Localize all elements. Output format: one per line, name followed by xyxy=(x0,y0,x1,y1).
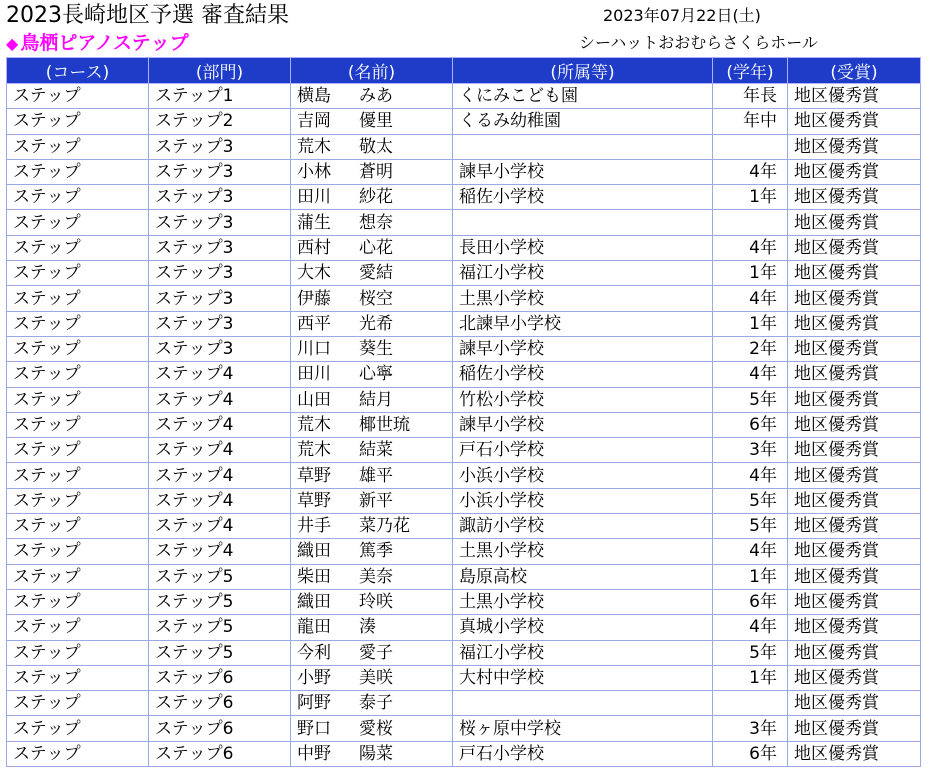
page-title: 2023長崎地区予選 審査結果 xyxy=(6,3,289,28)
affiliation-cell: 稲佐小学校 xyxy=(453,185,713,210)
given-name: 玲咲 xyxy=(359,592,393,613)
award-cell: 地区優秀賞 xyxy=(788,691,921,716)
given-name: 紗花 xyxy=(359,187,393,208)
course-cell: ステップ xyxy=(7,716,149,741)
grade-cell: 4年 xyxy=(713,362,788,387)
given-name: 陽菜 xyxy=(359,743,393,764)
award-cell: 地区優秀賞 xyxy=(788,716,921,741)
award-cell: 地区優秀賞 xyxy=(788,159,921,184)
award-cell: 地区優秀賞 xyxy=(788,336,921,361)
affiliation-cell: 土黒小学校 xyxy=(453,286,713,311)
name-cell xyxy=(291,185,453,210)
name-cell xyxy=(291,691,453,716)
course-cell: ステップ xyxy=(7,463,149,488)
name-cell xyxy=(291,716,453,741)
table-row xyxy=(7,514,921,539)
event-venue: シーハットおおむらさくらホール xyxy=(579,33,818,52)
surname: 中野 xyxy=(297,743,331,764)
surname: 小林 xyxy=(297,162,331,183)
affiliation-cell: 竹松小学校 xyxy=(453,387,713,412)
given-name: 椰世琉 xyxy=(359,415,410,435)
table-row xyxy=(7,362,921,387)
grade-cell: 年中 xyxy=(713,109,788,134)
course-cell: ステップ xyxy=(7,84,149,109)
table-header-row xyxy=(7,58,921,84)
table-row xyxy=(7,665,921,690)
course-cell: ステップ xyxy=(7,741,149,766)
award-cell: 地区優秀賞 xyxy=(788,286,921,311)
division-cell: ステップ4 xyxy=(149,438,291,463)
given-name: 菜乃花 xyxy=(359,516,410,537)
course-cell: ステップ xyxy=(7,665,149,690)
table-row xyxy=(7,716,921,741)
surname: 井手 xyxy=(297,516,331,537)
award-cell: 地区優秀賞 xyxy=(788,589,921,614)
grade-cell xyxy=(713,210,788,235)
division-cell: ステップ4 xyxy=(149,387,291,412)
name-cell xyxy=(291,438,453,463)
grade-cell: 1年 xyxy=(713,665,788,690)
grade-cell: 4年 xyxy=(713,615,788,640)
table-row xyxy=(7,134,921,159)
grade-cell: 4年 xyxy=(713,463,788,488)
affiliation-cell: 諫早小学校 xyxy=(453,159,713,184)
award-cell: 地区優秀賞 xyxy=(788,185,921,210)
award-cell: 地区優秀賞 xyxy=(788,665,921,690)
affiliation-cell: 福江小学校 xyxy=(453,640,713,665)
division-cell: ステップ6 xyxy=(149,716,291,741)
table-row xyxy=(7,463,921,488)
given-name: 美咲 xyxy=(359,667,393,688)
name-cell xyxy=(291,311,453,336)
surname: 今利 xyxy=(297,642,331,663)
grade-cell: 6年 xyxy=(713,741,788,766)
division-cell: ステップ3 xyxy=(149,185,291,210)
table-row xyxy=(7,159,921,184)
course-cell: ステップ xyxy=(7,362,149,387)
award-cell: 地区優秀賞 xyxy=(788,210,921,235)
course-cell: ステップ xyxy=(7,159,149,184)
division-cell: ステップ6 xyxy=(149,665,291,690)
surname: 阿野 xyxy=(297,693,331,714)
table-row xyxy=(7,412,921,437)
affiliation-cell: 大村中学校 xyxy=(453,665,713,690)
table-row xyxy=(7,438,921,463)
division-cell: ステップ3 xyxy=(149,311,291,336)
subtitle-text: 鳥栖ピアノステップ xyxy=(20,32,189,54)
name-cell xyxy=(291,640,453,665)
given-name: 桜空 xyxy=(359,288,393,309)
affiliation-cell: 小浜小学校 xyxy=(453,488,713,513)
award-cell: 地区優秀賞 xyxy=(788,134,921,159)
table-row xyxy=(7,539,921,564)
course-cell: ステップ xyxy=(7,589,149,614)
grade-cell xyxy=(713,691,788,716)
affiliation-cell: 小浜小学校 xyxy=(453,463,713,488)
award-cell: 地区優秀賞 xyxy=(788,564,921,589)
award-cell: 地区優秀賞 xyxy=(788,387,921,412)
course-cell: ステップ xyxy=(7,488,149,513)
name-cell xyxy=(291,336,453,361)
name-cell xyxy=(291,741,453,766)
course-cell: ステップ xyxy=(7,640,149,665)
given-name: 雄平 xyxy=(359,465,393,486)
given-name: 心寧 xyxy=(359,364,393,385)
grade-cell: 3年 xyxy=(713,438,788,463)
table-row xyxy=(7,311,921,336)
given-name: 結菜 xyxy=(359,440,393,461)
division-cell: ステップ5 xyxy=(149,589,291,614)
name-cell xyxy=(291,539,453,564)
given-name: 篤季 xyxy=(359,541,393,562)
table-row xyxy=(7,286,921,311)
table-row xyxy=(7,615,921,640)
course-cell: ステップ xyxy=(7,539,149,564)
award-cell: 地区優秀賞 xyxy=(788,84,921,109)
surname: 荒木 xyxy=(297,136,331,157)
surname: 龍田 xyxy=(297,617,331,638)
grade-cell: 1年 xyxy=(713,311,788,336)
award-cell: 地区優秀賞 xyxy=(788,514,921,539)
affiliation-cell: 福江小学校 xyxy=(453,261,713,286)
name-cell xyxy=(291,615,453,640)
grade-cell: 6年 xyxy=(713,589,788,614)
given-name: 心花 xyxy=(359,237,393,258)
table-row xyxy=(7,691,921,716)
name-cell xyxy=(291,665,453,690)
division-cell: ステップ3 xyxy=(149,235,291,260)
name-cell xyxy=(291,109,453,134)
affiliation-cell xyxy=(453,210,713,235)
given-name: 光希 xyxy=(359,313,393,334)
division-cell: ステップ3 xyxy=(149,286,291,311)
division-cell: ステップ4 xyxy=(149,412,291,437)
name-cell xyxy=(291,387,453,412)
affiliation-cell: 島原高校 xyxy=(453,564,713,589)
affiliation-cell: 桜ヶ原中学校 xyxy=(453,716,713,741)
division-cell: ステップ5 xyxy=(149,564,291,589)
name-cell xyxy=(291,564,453,589)
name-cell xyxy=(291,235,453,260)
surname: 荒木 xyxy=(297,415,331,435)
given-name: 優里 xyxy=(359,111,393,132)
course-cell: ステップ xyxy=(7,134,149,159)
affiliation-cell: 諫早小学校 xyxy=(453,412,713,437)
affiliation-cell: 戸石小学校 xyxy=(453,741,713,766)
award-cell: 地区優秀賞 xyxy=(788,235,921,260)
grade-cell: 5年 xyxy=(713,640,788,665)
surname: 西平 xyxy=(297,313,331,334)
division-cell: ステップ6 xyxy=(149,691,291,716)
column-header-grade: (学年) xyxy=(713,58,788,84)
course-cell: ステップ xyxy=(7,691,149,716)
course-cell: ステップ xyxy=(7,564,149,589)
given-name: 蒼明 xyxy=(359,162,393,183)
division-cell: ステップ3 xyxy=(149,261,291,286)
surname: 西村 xyxy=(297,237,331,258)
column-header-name: (名前) xyxy=(291,58,453,84)
course-cell: ステップ xyxy=(7,210,149,235)
surname: 大木 xyxy=(297,263,331,284)
name-cell xyxy=(291,412,453,437)
grade-cell: 4年 xyxy=(713,159,788,184)
surname: 川口 xyxy=(297,339,331,360)
division-cell: ステップ3 xyxy=(149,336,291,361)
table-row xyxy=(7,640,921,665)
given-name: 美奈 xyxy=(359,566,393,587)
affiliation-cell: くにみこども園 xyxy=(453,84,713,109)
surname: 織田 xyxy=(297,541,331,562)
given-name: みあ xyxy=(359,86,393,107)
grade-cell: 4年 xyxy=(713,235,788,260)
division-cell: ステップ4 xyxy=(149,488,291,513)
division-cell: ステップ2 xyxy=(149,109,291,134)
affiliation-cell: 北諫早小学校 xyxy=(453,311,713,336)
given-name: 葵生 xyxy=(359,339,393,360)
table-row xyxy=(7,261,921,286)
division-cell: ステップ3 xyxy=(149,159,291,184)
grade-cell: 5年 xyxy=(713,387,788,412)
award-cell: 地区優秀賞 xyxy=(788,488,921,513)
grade-cell: 5年 xyxy=(713,514,788,539)
division-cell: ステップ1 xyxy=(149,84,291,109)
course-cell: ステップ xyxy=(7,185,149,210)
division-cell: ステップ3 xyxy=(149,134,291,159)
table-row xyxy=(7,109,921,134)
surname: 吉岡 xyxy=(297,111,331,132)
event-subtitle xyxy=(6,32,189,55)
column-header-award: (受賞) xyxy=(788,58,921,84)
affiliation-cell: 長田小学校 xyxy=(453,235,713,260)
name-cell xyxy=(291,362,453,387)
name-cell xyxy=(291,134,453,159)
affiliation-cell: 諫早小学校 xyxy=(453,336,713,361)
course-cell: ステップ xyxy=(7,514,149,539)
surname: 荒木 xyxy=(297,440,331,461)
results-table xyxy=(6,57,921,767)
table-body xyxy=(7,84,921,767)
given-name: 泰子 xyxy=(359,693,393,714)
given-name: 愛子 xyxy=(359,642,393,663)
column-header-affiliation: (所属等) xyxy=(453,58,713,84)
name-cell xyxy=(291,210,453,235)
course-cell: ステップ xyxy=(7,615,149,640)
affiliation-cell: 諏訪小学校 xyxy=(453,514,713,539)
division-cell: ステップ5 xyxy=(149,615,291,640)
course-cell: ステップ xyxy=(7,336,149,361)
name-cell xyxy=(291,286,453,311)
given-name: 新平 xyxy=(359,490,393,511)
division-cell: ステップ3 xyxy=(149,210,291,235)
table-row xyxy=(7,488,921,513)
award-cell: 地区優秀賞 xyxy=(788,261,921,286)
course-cell: ステップ xyxy=(7,438,149,463)
affiliation-cell: くるみ幼稚園 xyxy=(453,109,713,134)
surname: 草野 xyxy=(297,465,331,486)
surname: 伊藤 xyxy=(297,288,331,309)
course-cell: ステップ xyxy=(7,235,149,260)
surname: 小野 xyxy=(297,667,331,688)
surname: 野口 xyxy=(297,718,331,739)
event-date: 2023年07月22日(土) xyxy=(603,6,761,25)
table-row xyxy=(7,210,921,235)
surname: 横島 xyxy=(297,86,331,107)
given-name: 愛結 xyxy=(359,263,393,284)
award-cell: 地区優秀賞 xyxy=(788,640,921,665)
affiliation-cell: 真城小学校 xyxy=(453,615,713,640)
grade-cell: 4年 xyxy=(713,286,788,311)
award-cell: 地区優秀賞 xyxy=(788,615,921,640)
grade-cell xyxy=(713,134,788,159)
course-cell: ステップ xyxy=(7,261,149,286)
name-cell xyxy=(291,589,453,614)
course-cell: ステップ xyxy=(7,412,149,437)
column-header-division: (部門) xyxy=(149,58,291,84)
division-cell: ステップ5 xyxy=(149,640,291,665)
division-cell: ステップ4 xyxy=(149,539,291,564)
name-cell xyxy=(291,488,453,513)
given-name: 想奈 xyxy=(359,212,393,233)
surname: 草野 xyxy=(297,490,331,511)
diamond-icon: ◆ xyxy=(6,34,19,53)
surname: 柴田 xyxy=(297,566,331,587)
award-cell: 地区優秀賞 xyxy=(788,412,921,437)
name-cell xyxy=(291,159,453,184)
table-row xyxy=(7,235,921,260)
division-cell: ステップ4 xyxy=(149,514,291,539)
grade-cell: 6年 xyxy=(713,412,788,437)
grade-cell: 1年 xyxy=(713,261,788,286)
grade-cell: 5年 xyxy=(713,488,788,513)
surname: 蒲生 xyxy=(297,212,331,233)
surname: 田川 xyxy=(297,364,331,385)
surname: 織田 xyxy=(297,592,331,613)
table-row xyxy=(7,84,921,109)
table-row xyxy=(7,185,921,210)
name-cell xyxy=(291,514,453,539)
division-cell: ステップ4 xyxy=(149,362,291,387)
column-header-course: (コース) xyxy=(7,58,149,84)
award-cell: 地区優秀賞 xyxy=(788,741,921,766)
affiliation-cell: 稲佐小学校 xyxy=(453,362,713,387)
course-cell: ステップ xyxy=(7,311,149,336)
award-cell: 地区優秀賞 xyxy=(788,438,921,463)
course-cell: ステップ xyxy=(7,286,149,311)
table-row xyxy=(7,387,921,412)
given-name: 結月 xyxy=(359,389,393,410)
given-name: 敬太 xyxy=(359,136,393,157)
grade-cell: 3年 xyxy=(713,716,788,741)
division-cell: ステップ6 xyxy=(149,741,291,766)
surname: 山田 xyxy=(297,389,331,410)
course-cell: ステップ xyxy=(7,109,149,134)
surname: 田川 xyxy=(297,187,331,208)
award-cell: 地区優秀賞 xyxy=(788,109,921,134)
grade-cell: 4年 xyxy=(713,539,788,564)
name-cell xyxy=(291,261,453,286)
affiliation-cell: 土黒小学校 xyxy=(453,539,713,564)
given-name: 愛桜 xyxy=(359,718,393,739)
course-cell: ステップ xyxy=(7,387,149,412)
name-cell xyxy=(291,84,453,109)
name-cell xyxy=(291,463,453,488)
award-cell: 地区優秀賞 xyxy=(788,362,921,387)
table-row xyxy=(7,589,921,614)
grade-cell: 1年 xyxy=(713,185,788,210)
affiliation-cell xyxy=(453,134,713,159)
grade-cell: 2年 xyxy=(713,336,788,361)
given-name: 湊 xyxy=(359,617,376,638)
award-cell: 地区優秀賞 xyxy=(788,311,921,336)
table-row xyxy=(7,564,921,589)
table-row xyxy=(7,741,921,766)
table-row xyxy=(7,336,921,361)
affiliation-cell: 土黒小学校 xyxy=(453,589,713,614)
affiliation-cell xyxy=(453,691,713,716)
award-cell: 地区優秀賞 xyxy=(788,463,921,488)
grade-cell: 1年 xyxy=(713,564,788,589)
division-cell: ステップ4 xyxy=(149,463,291,488)
award-cell: 地区優秀賞 xyxy=(788,539,921,564)
grade-cell: 年長 xyxy=(713,84,788,109)
affiliation-cell: 戸石小学校 xyxy=(453,438,713,463)
